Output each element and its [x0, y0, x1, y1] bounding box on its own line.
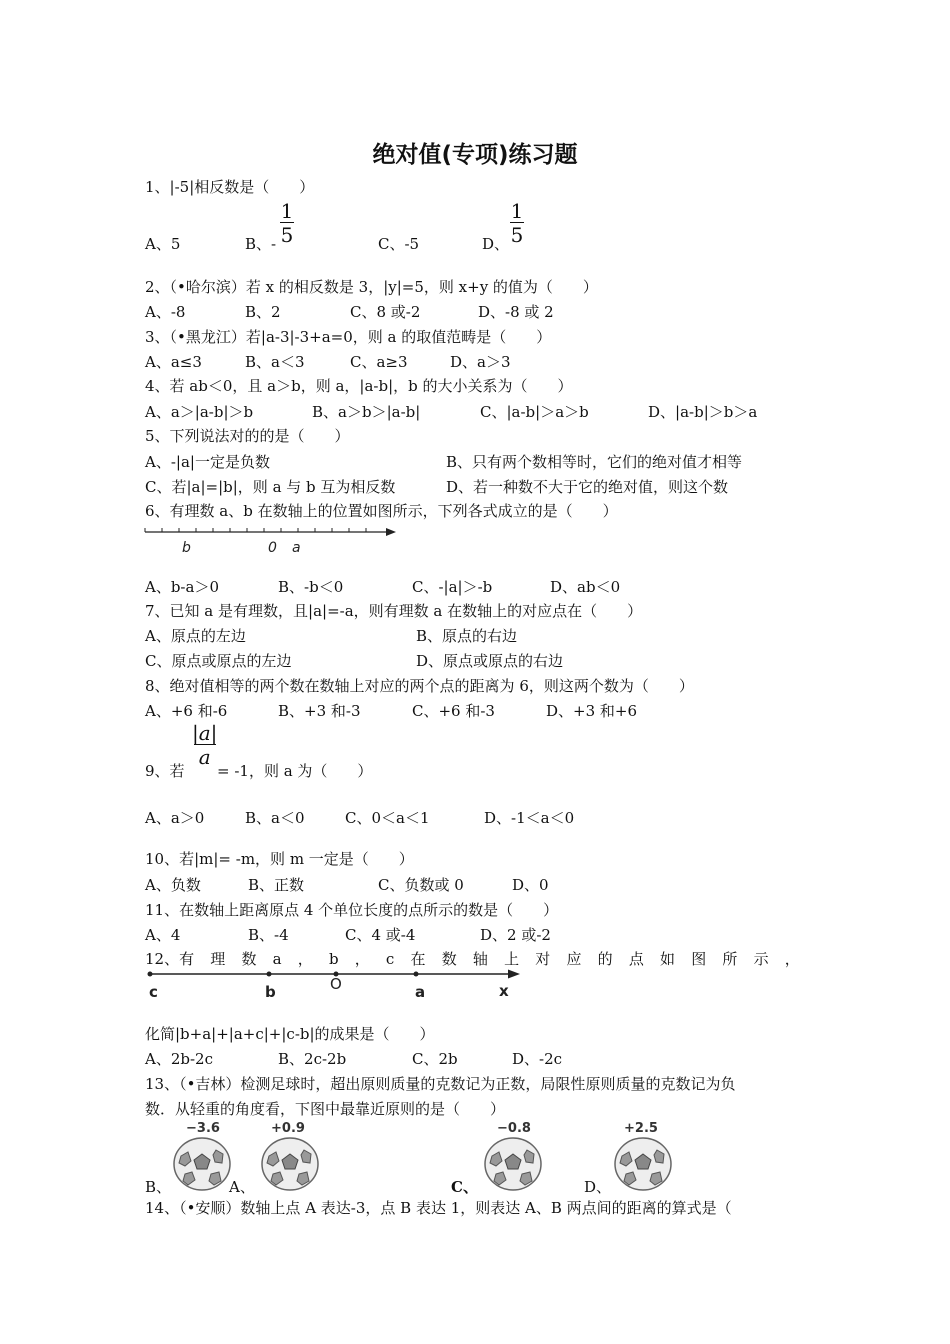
question-2-option-a: A、-8 — [145, 303, 186, 321]
question-2-stem: 2、（•哈尔滨）若 x 的相反数是 3，|y|=5，则 x+y 的值为（ ） — [145, 278, 598, 296]
ball-value: −3.6 — [186, 1121, 220, 1136]
q12-char: 理 — [210, 950, 226, 968]
point-a — [414, 972, 419, 977]
question-7-option-b: B、原点的右边 — [416, 627, 518, 645]
question-1-option-c: C、-5 — [378, 235, 420, 253]
axis-arrow-icon — [508, 970, 520, 979]
question-13-option-c: C、 — [451, 1178, 478, 1196]
q12-char: 轴 — [472, 950, 488, 968]
question-8-option-c: C、+6 和-3 — [412, 702, 495, 720]
q12-char: 数 — [441, 950, 457, 968]
question-14-stem: 14、（•安顺）数轴上点 A 表达-3，点 B 表达 1，则表达 A、B 两点间的距离的算式是（ — [145, 1199, 732, 1217]
question-4-option-c: C、|a-b|＞a＞b — [480, 403, 589, 421]
question-6-option-d: D、ab＜0 — [550, 578, 621, 596]
question-10-option-a: A、负数 — [145, 876, 201, 894]
question-13-option-b: B、 — [145, 1178, 172, 1196]
question-9-fraction — [192, 722, 217, 769]
fraction-denominator: a — [198, 745, 211, 769]
q12-char: 点 — [628, 950, 644, 968]
q12-char: 数 — [241, 950, 257, 968]
q12-char: 示 — [753, 950, 769, 968]
ball-value: −0.8 — [497, 1121, 531, 1136]
question-5-option-c: C、若|a|=|b|，则 a 与 b 互为相反数 — [145, 478, 396, 496]
q12-char: ， — [784, 950, 800, 968]
question-3-stem: 3、（•黑龙江）若|a-3|-3+a=0，则 a 的取值范畴是（ ） — [145, 328, 552, 346]
question-9-option-c: C、0＜a＜1 — [345, 809, 430, 827]
axis-label-zero: 0 — [268, 540, 277, 556]
q12-char: ， — [354, 950, 370, 968]
question-6-option-b: B、-b＜0 — [278, 578, 344, 596]
question-10-option-d: D、0 — [512, 876, 549, 894]
question-11-option-a: A、4 — [145, 926, 181, 944]
question-11-option-b: B、-4 — [248, 926, 289, 944]
axis-label-c: c — [149, 983, 158, 1001]
question-13-stem-1: 13、（•吉林）检测足球时，超出原则质量的克数记为正数，局限性原则质量的克数记为负 — [145, 1075, 736, 1093]
soccer-ball-icon — [482, 1136, 544, 1192]
question-12-option-b: B、2c-2b — [278, 1050, 347, 1068]
point-c — [148, 972, 153, 977]
fraction-numerator: 1 — [280, 199, 294, 223]
q12-char: 图 — [691, 950, 707, 968]
question-4-option-d: D、|a-b|＞b＞a — [648, 403, 758, 421]
question-10-option-b: B、正数 — [248, 876, 305, 894]
question-5-option-a: A、-|a|一定是负数 — [145, 453, 270, 471]
question-9-option-b: B、a＜0 — [245, 809, 305, 827]
question-1-option-d: D、 — [482, 235, 510, 253]
fraction-denominator: 5 — [280, 223, 294, 247]
question-6-option-c: C、-|a|＞-b — [412, 578, 493, 596]
question-5-stem: 5、下列说法对的的是（ ） — [145, 427, 350, 445]
question-3-option-b: B、a＜3 — [245, 353, 305, 371]
question-9-option-d: D、-1＜a＜0 — [484, 809, 575, 827]
question-11-option-d: D、2 或-2 — [480, 926, 551, 944]
question-6-number-line — [140, 520, 405, 558]
question-1-option-b: B、- — [245, 235, 277, 253]
axis-label-b: b — [265, 983, 276, 1001]
question-4-stem: 4、若 ab＜0，且 a＞b，则 a，|a-b|，b 的大小关系为（ ） — [145, 377, 573, 395]
question-8-stem: 8、绝对值相等的两个数在数轴上对应的两个点的距离为 6，则这两个数为（ ） — [145, 677, 694, 695]
q12-char: 的 — [597, 950, 613, 968]
fraction-denominator: 5 — [510, 223, 524, 247]
question-4-option-b: B、a＞b＞|a-b| — [312, 403, 421, 421]
question-2-option-c: C、8 或-2 — [350, 303, 421, 321]
question-11-option-c: C、4 或-4 — [345, 926, 416, 944]
soccer-ball-icon — [171, 1136, 233, 1192]
question-7-option-c: C、原点或原点的左边 — [145, 652, 292, 670]
question-5-option-d: D、若一种数不大于它的绝对值，则这个数 — [446, 478, 729, 496]
q12-char: 如 — [660, 950, 676, 968]
question-13-option-a: A、 — [229, 1178, 255, 1196]
q12-char: 在 — [410, 950, 426, 968]
question-2-option-d: D、-8 或 2 — [478, 303, 554, 321]
q12-char: 应 — [566, 950, 582, 968]
ball-value: +0.9 — [271, 1121, 305, 1136]
question-12-option-d: D、-2c — [512, 1050, 563, 1068]
q12-char: 12、有 — [145, 950, 195, 968]
ball-value: +2.5 — [624, 1121, 658, 1136]
question-12-option-a: A、2b-2c — [145, 1050, 213, 1068]
axis-label-x: x — [499, 982, 509, 1000]
question-13-option-d: D、 — [584, 1178, 612, 1196]
question-7-option-d: D、原点或原点的右边 — [416, 652, 564, 670]
question-4-option-a: A、a＞|a-b|＞b — [145, 403, 254, 421]
question-1-option-a: A、5 — [145, 235, 181, 253]
question-6-stem: 6、有理数 a、b 在数轴上的位置如图所示，下列各式成立的是（ ） — [145, 502, 618, 520]
page-title: 绝对值(专项)练习题 — [372, 142, 578, 168]
q12-char: b — [328, 950, 339, 968]
question-2-option-b: B、2 — [245, 303, 281, 321]
soccer-ball-icon — [259, 1136, 321, 1192]
soccer-ball-icon — [612, 1136, 674, 1192]
q12-char: ， — [297, 950, 313, 968]
question-12-stem-2: 化简|b+a|+|a+c|+|c-b|的成果是（ ） — [145, 1025, 435, 1043]
q12-char: 对 — [535, 950, 551, 968]
question-7-stem: 7、已知 a 是有理数，且|a|=-a，则有理数 a 在数轴上的对应点在（ ） — [145, 602, 643, 620]
axis-label-a: a — [292, 540, 301, 556]
question-3-option-a: A、a≤3 — [145, 353, 202, 371]
question-9-prefix: 9、若 — [145, 762, 185, 780]
question-7-option-a: A、原点的左边 — [145, 627, 246, 645]
question-3-option-c: C、a≥3 — [350, 353, 408, 371]
question-11-stem: 11、在数轴上距离原点 4 个单位长度的点所示的数是（ ） — [145, 901, 559, 919]
question-9-suffix: = -1，则 a 为（ ） — [217, 762, 373, 780]
question-10-stem: 10、若|m|= -m，则 m 一定是（ ） — [145, 850, 414, 868]
q12-char: 上 — [504, 950, 520, 968]
question-6-option-a: A、b-a＞0 — [145, 578, 219, 596]
question-8-option-b: B、+3 和-3 — [278, 702, 361, 720]
q12-char: 所 — [722, 950, 738, 968]
fraction-numerator: 1 — [510, 199, 524, 223]
axis-label-a: a — [415, 983, 426, 1001]
question-8-option-d: D、+3 和+6 — [546, 702, 638, 720]
axis-arrow-icon — [386, 528, 396, 536]
question-1-fraction-b — [280, 200, 294, 247]
question-9-option-a: A、a＞0 — [145, 809, 205, 827]
point-b — [267, 972, 272, 977]
axis-label-origin: O — [330, 975, 342, 993]
question-1-fraction-d — [510, 200, 524, 247]
fraction-numerator: |a| — [192, 721, 218, 745]
axis-label-b: b — [182, 540, 191, 556]
question-12-option-c: C、2b — [412, 1050, 458, 1068]
q12-char: a — [272, 950, 282, 968]
q12-char: c — [385, 950, 395, 968]
question-5-option-b: B、只有两个数相等时，它们的绝对值才相等 — [446, 453, 743, 471]
question-10-option-c: C、负数或 0 — [378, 876, 464, 894]
question-1-stem: 1、|-5|相反数是（ ） — [145, 178, 315, 196]
question-3-option-d: D、a＞3 — [450, 353, 511, 371]
question-13-stem-2: 数．从轻重的角度看，下图中最靠近原则的是（ ） — [145, 1100, 506, 1118]
question-12-number-line — [140, 964, 530, 1002]
question-8-option-a: A、+6 和-6 — [145, 702, 228, 720]
